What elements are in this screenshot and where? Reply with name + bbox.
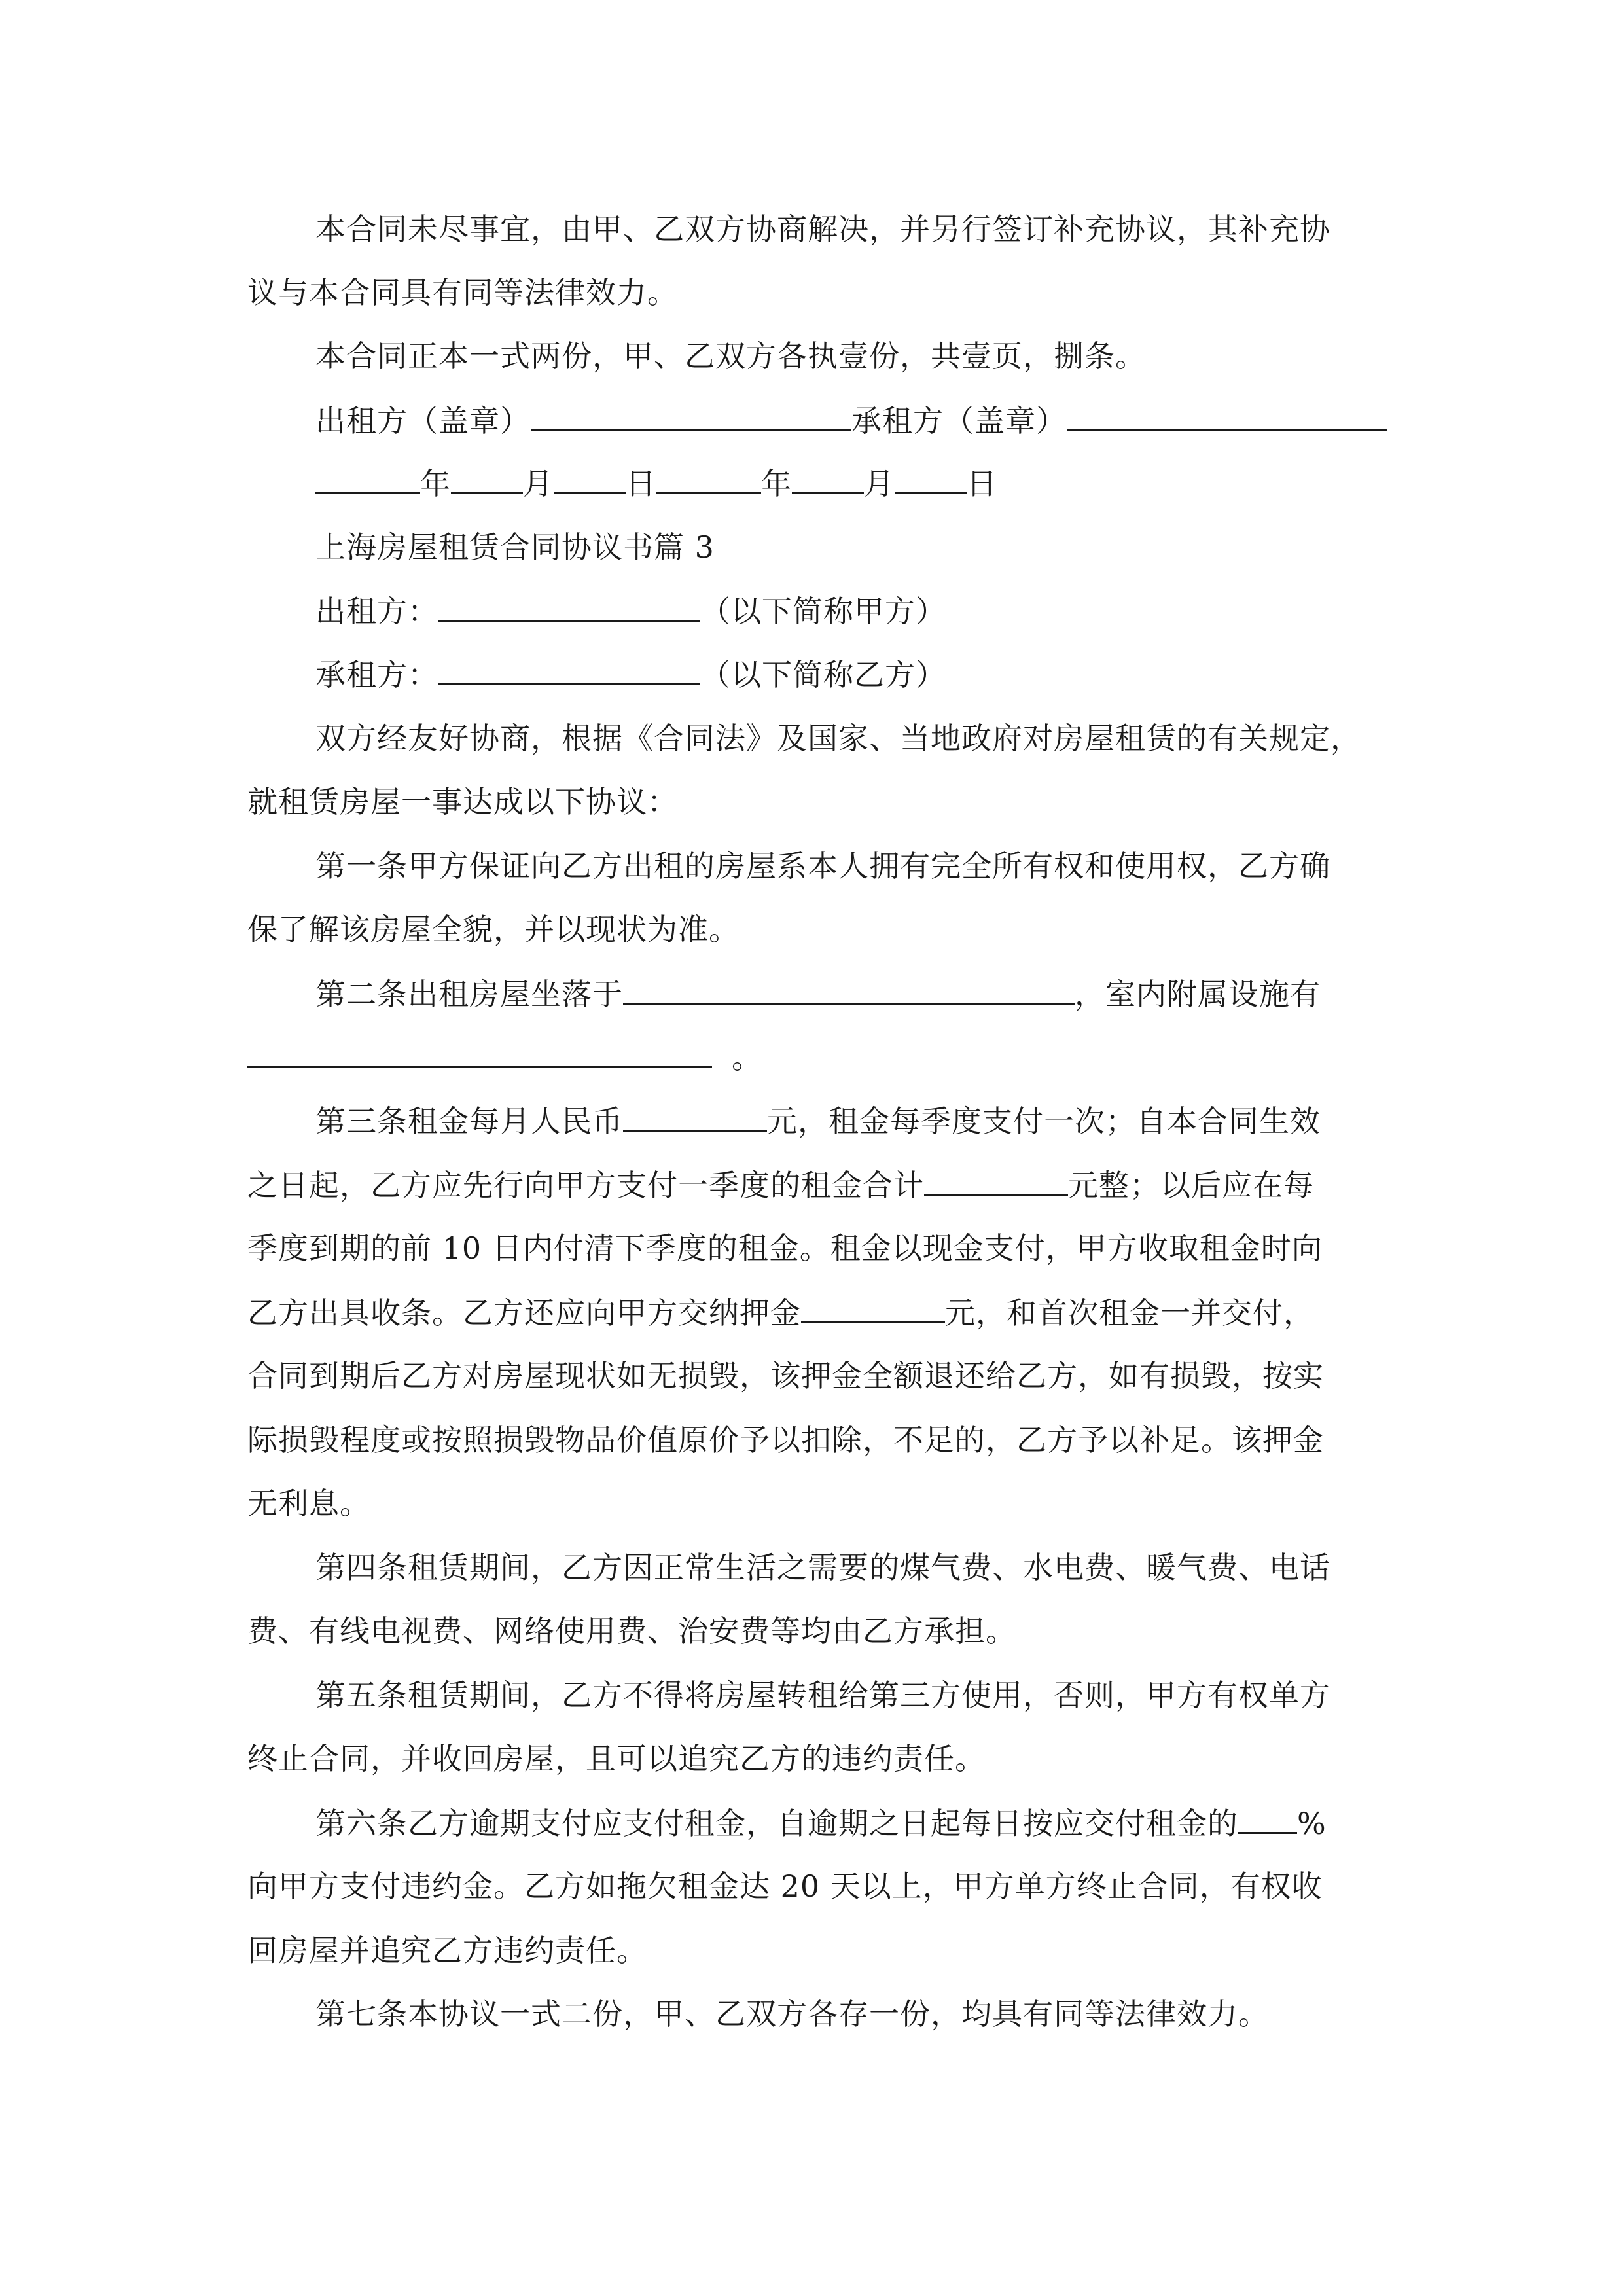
art2-text-a: 第二条出租房屋坐落于 xyxy=(315,977,623,1012)
art6-line3: 回房屋并追究乙方违约责任。 xyxy=(247,1933,647,1968)
year-blank-2[interactable] xyxy=(656,463,761,494)
day-label-2: 日 xyxy=(967,466,997,501)
art2-text-b: ，室内附属设施有 xyxy=(1075,977,1321,1012)
lessor-seal-label: 出租方（盖章） xyxy=(315,403,531,439)
party-a-note: （以下简称甲方） xyxy=(700,594,946,629)
deposit-blank[interactable] xyxy=(801,1293,945,1323)
art3-line7: 无利息。 xyxy=(247,1486,370,1521)
art7-line: 第七条本协议一式二份，甲、乙双方各存一份，均具有同等法律效力。 xyxy=(315,1996,1269,2032)
month-blank-2[interactable] xyxy=(792,463,864,494)
year-label-2: 年 xyxy=(761,466,792,501)
penalty-rate-blank[interactable] xyxy=(1238,1803,1297,1834)
party-b-row xyxy=(315,655,946,694)
monthly-rent-blank[interactable] xyxy=(623,1101,767,1132)
lessee-seal-label: 承租方（盖章） xyxy=(851,403,1067,439)
art3-line2 xyxy=(247,1165,1314,1204)
date-row xyxy=(315,463,997,503)
art1-line2: 保了解该房屋全貌，并以现状为准。 xyxy=(247,912,740,947)
party-a-row xyxy=(315,591,946,630)
intro-line2: 就租赁房屋一事达成以下协议： xyxy=(247,784,678,819)
art3-l2a: 之日起，乙方应先行向甲方支付一季度的租金合计 xyxy=(247,1168,924,1203)
art3-line5: 合同到期后乙方对房屋现状如无损毁，该押金全额退还给乙方，如有损毁，按实 xyxy=(247,1358,1324,1393)
party-a-label: 出租方： xyxy=(315,594,438,629)
art5-line2: 终止合同，并收回房屋，且可以追究乙方的违约责任。 xyxy=(247,1741,986,1776)
address-blank[interactable] xyxy=(623,974,1075,1005)
art3-line6: 际损毁程度或按照损毁物品价值原价予以扣除，不足的，乙方予以补足。该押金 xyxy=(247,1422,1324,1458)
lessor-seal-blank[interactable] xyxy=(531,401,851,431)
month-blank-1[interactable] xyxy=(451,463,523,494)
intro-line1: 双方经友好协商，根据《合同法》及国家、当地政府对房屋租赁的有关规定， xyxy=(315,721,1361,756)
signature-row xyxy=(315,401,1387,440)
art4-line1: 第四条租赁期间，乙方因正常生活之需要的煤气费、水电费、暖气费、电话 xyxy=(315,1550,1330,1585)
facilities-blank[interactable] xyxy=(247,1037,712,1068)
month-label-1: 月 xyxy=(523,466,554,501)
art3-l2b: 元整；以后应在每 xyxy=(1068,1168,1314,1203)
day-blank-1[interactable] xyxy=(554,463,626,494)
art3-l4a: 乙方出具收条。乙方还应向甲方交纳押金 xyxy=(247,1295,801,1331)
art4-line2: 费、有线电视费、网络使用费、治安费等均由乙方承担。 xyxy=(247,1613,1016,1649)
art5-line1: 第五条租赁期间，乙方不得将房屋转租给第三方使用，否则，甲方有权单方 xyxy=(315,1677,1330,1713)
day-label-1: 日 xyxy=(626,466,656,501)
art2-line1 xyxy=(315,974,1321,1013)
year-blank-1[interactable] xyxy=(315,463,420,494)
art6-line2: 向甲方支付违约金。乙方如拖欠租金达 20 天以上，甲方单方终止合同，有权收 xyxy=(247,1869,1323,1904)
party-b-blank[interactable] xyxy=(438,655,700,685)
party-a-blank[interactable] xyxy=(438,591,700,622)
month-label-2: 月 xyxy=(864,466,895,501)
party-b-note: （以下简称乙方） xyxy=(700,657,946,692)
art3-l4b: 元，和首次租金一并交付， xyxy=(945,1295,1314,1331)
art6-line1 xyxy=(315,1803,1327,1842)
art3-line3: 季度到期的前 10 日内付清下季度的租金。租金以现金支付，甲方收取租金时向 xyxy=(247,1230,1323,1266)
art6-l1a: 第六条乙方逾期支付应支付租金，自逾期之日起每日按应交付租金的 xyxy=(315,1806,1238,1841)
quarter-rent-blank[interactable] xyxy=(924,1165,1068,1196)
art3-l1b: 元，租金每季度支付一次；自本合同生效 xyxy=(767,1103,1321,1139)
art3-line1 xyxy=(315,1101,1321,1140)
art2-text-c: 。 xyxy=(732,1040,762,1075)
day-blank-2[interactable] xyxy=(895,463,967,494)
art1-line1: 第一条甲方保证向乙方出租的房屋系本人拥有完全所有权和使用权，乙方确 xyxy=(315,848,1330,884)
lessee-seal-blank[interactable] xyxy=(1067,401,1387,431)
p1-line1: 本合同未尽事宜，由甲、乙双方协商解决，并另行签订补充协议，其补充协 xyxy=(315,211,1330,247)
art3-l1a: 第三条租金每月人民币 xyxy=(315,1103,623,1139)
party-b-label: 承租方： xyxy=(315,657,438,692)
p2-line: 本合同正本一式两份，甲、乙双方各执壹份，共壹页，捌条。 xyxy=(315,338,1146,374)
section-heading: 上海房屋租赁合同协议书篇 3 xyxy=(315,529,715,565)
p1-line2: 议与本合同具有同等法律效力。 xyxy=(247,275,678,310)
art6-l1b: % xyxy=(1297,1806,1327,1841)
year-label-1: 年 xyxy=(420,466,451,501)
art2-line2 xyxy=(247,1037,762,1077)
art3-line4 xyxy=(247,1293,1314,1332)
